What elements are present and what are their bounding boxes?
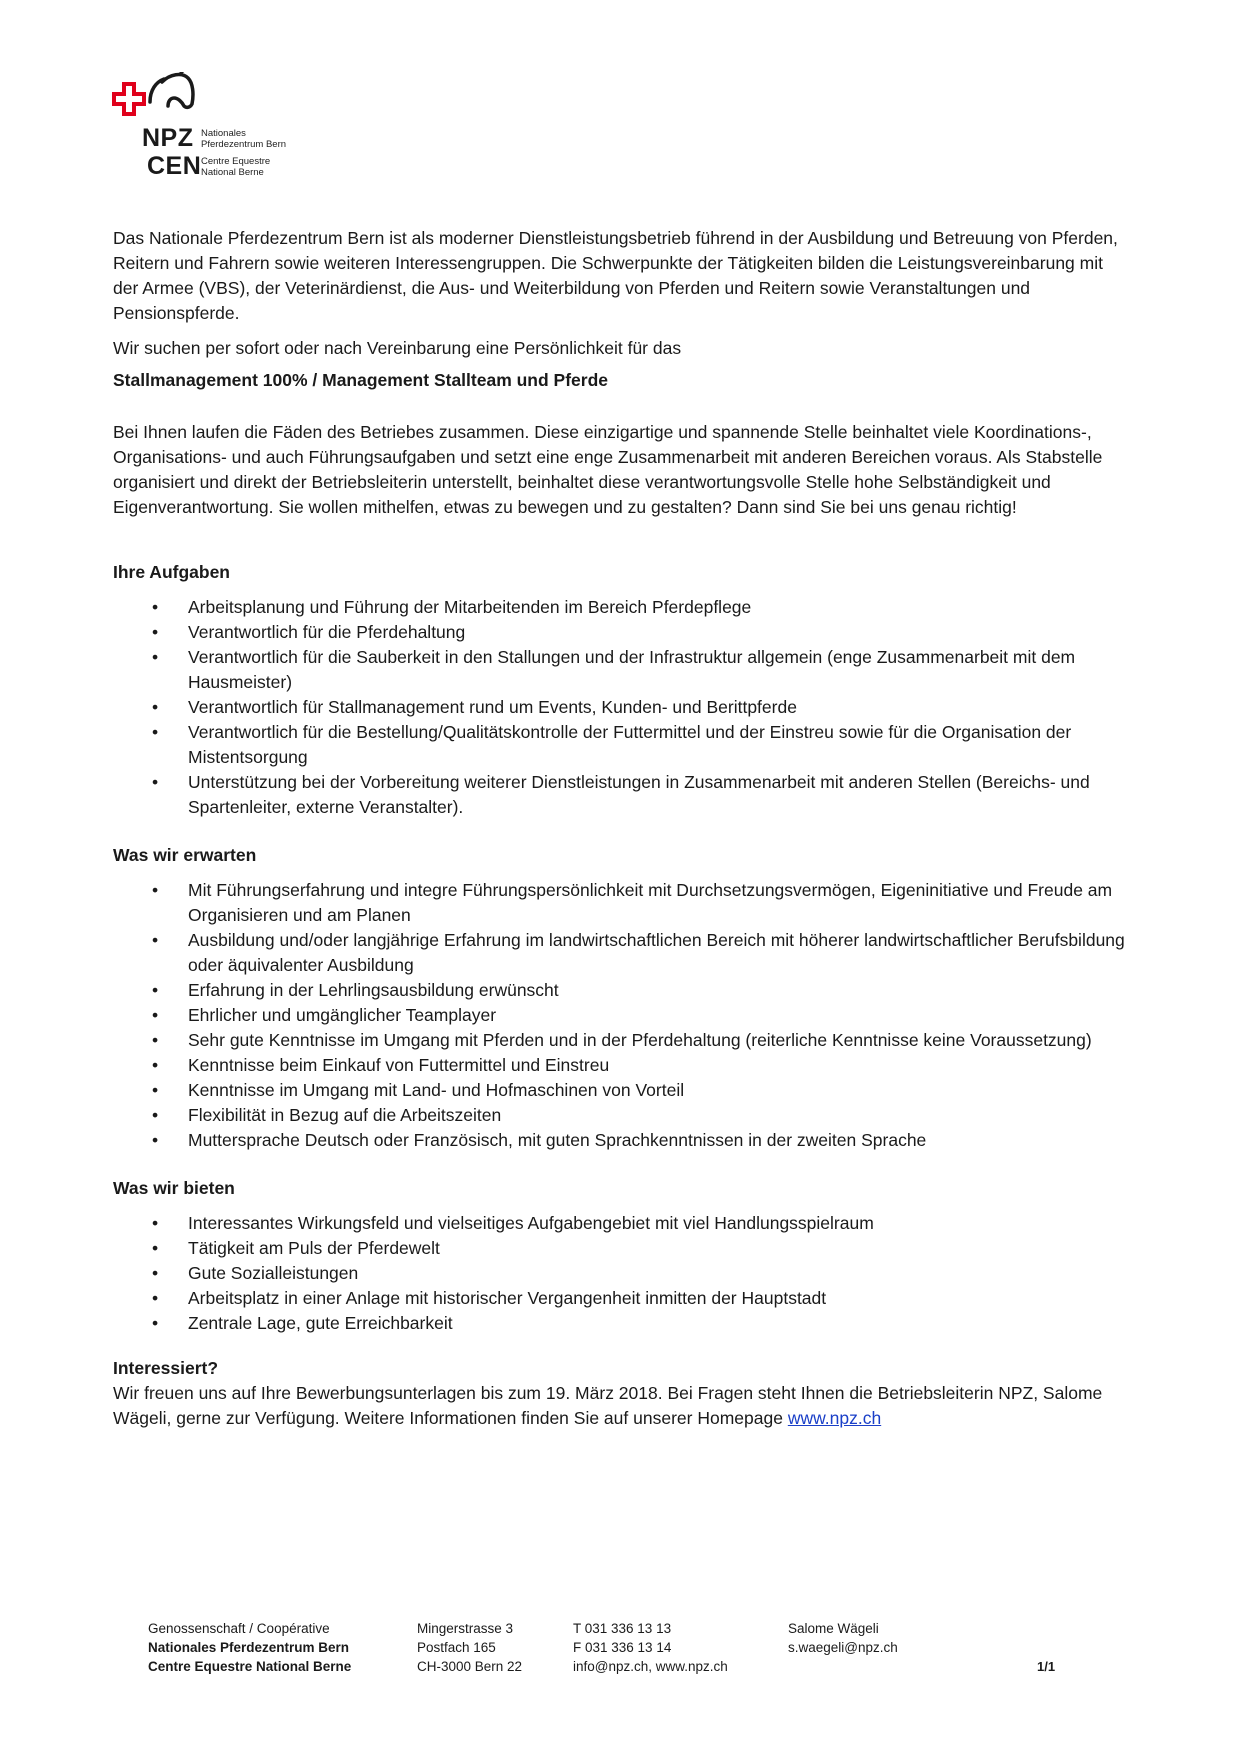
swiss-cross-horse-icon <box>110 72 210 132</box>
bullet-icon: • <box>152 880 159 900</box>
bullet-icon: • <box>152 1005 159 1025</box>
lead-sentence: Wir suchen per sofort oder nach Vereinbarung eine Persönlichkeit für das <box>113 338 682 358</box>
list-item <box>113 595 1133 620</box>
list-item-text: Gute Sozialleistungen <box>188 1263 359 1283</box>
page-number: 1/1 <box>1037 1659 1056 1674</box>
npz-logo <box>110 72 320 184</box>
list-item <box>113 928 1133 978</box>
list-bieten <box>113 1211 1133 1336</box>
footer-org-name-fr: Centre Equestre National Berne <box>148 1659 352 1674</box>
footer-person-name: Salome Wägeli <box>788 1621 879 1636</box>
list-item <box>113 1078 1133 1103</box>
list-item <box>113 770 1133 820</box>
section-heading-aufgaben: Ihre Aufgaben <box>113 562 230 582</box>
bullet-icon: • <box>152 980 159 1000</box>
footer-email-web: info@npz.ch, www.npz.ch <box>573 1659 728 1674</box>
bullet-icon: • <box>152 1263 159 1283</box>
job-title: Stallmanagement 100% / Management Stallteam und Pferde <box>113 370 609 390</box>
footer-person-column <box>788 1619 898 1657</box>
homepage-link[interactable]: www.npz.ch <box>787 1408 882 1428</box>
bullet-icon: • <box>152 1105 159 1125</box>
bullet-icon: • <box>152 1055 159 1075</box>
list-item-text: Unterstützung bei der Vorbereitung weiterer Dienstleistungen in Zusammenarbeit mit anderen Stellen (Bereichs- und Spartenleiter, externe Veranstalter). <box>188 772 1090 817</box>
footer-pobox: Postfach 165 <box>417 1640 496 1655</box>
closing-text: Wir freuen uns auf Ihre Bewerbungsunterlagen bis zum 19. März 2018. Bei Fragen steht Ihnen die Betriebsleiterin NPZ, Salome Wägeli, gerne zur Verfügung. Weitere Informationen finden Sie auf unserer Homepage <box>113 1383 1103 1428</box>
list-item-text: Muttersprache Deutsch oder Französisch, mit guten Sprachkenntnissen in der zweiten Sprache <box>188 1130 927 1150</box>
bullet-icon: • <box>152 1080 159 1100</box>
list-item-text: Verantwortlich für die Bestellung/Qualitätskontrolle der Futtermittel und der Einstreu sowie für die Organisation der Mistentsorgung <box>188 722 1072 767</box>
list-item-text: Ehrlicher und umgänglicher Teamplayer <box>188 1005 497 1025</box>
logo-cen-text: CEN <box>147 152 202 180</box>
logo-line-4: National Berne <box>201 167 264 178</box>
logo-npz-text: NPZ <box>142 124 194 152</box>
list-item-text: Sehr gute Kenntnisse im Umgang mit Pferden und in der Pferdehaltung (reiterliche Kenntnisse keine Voraussetzung) <box>188 1030 1092 1050</box>
list-item-text: Kenntnisse im Umgang mit Land- und Hofmaschinen von Vorteil <box>188 1080 685 1100</box>
section-heading-erwarten: Was wir erwarten <box>113 845 257 865</box>
footer-contact-column <box>573 1619 728 1676</box>
list-item-text: Tätigkeit am Puls der Pferdewelt <box>188 1238 440 1258</box>
list-item <box>113 1103 1133 1128</box>
bullet-icon: • <box>152 1030 159 1050</box>
list-item-text: Verantwortlich für die Sauberkeit in den Stallungen und der Infrastruktur allgemein (enge Zusammenarbeit mit dem Hausmeister) <box>188 647 1076 692</box>
list-item-text: Interessantes Wirkungsfeld und vielseitiges Aufgabengebiet mit viel Handlungsspielraum <box>188 1213 874 1233</box>
footer-address-column <box>417 1619 522 1676</box>
bullet-icon: • <box>152 1288 159 1308</box>
list-item-text: Kenntnisse beim Einkauf von Futtermittel und Einstreu <box>188 1055 610 1075</box>
footer-org-type: Genossenschaft / Coopérative <box>148 1621 330 1636</box>
footer-street: Mingerstrasse 3 <box>417 1621 514 1636</box>
closing-paragraph <box>113 1381 1133 1431</box>
intro-paragraph: Das Nationale Pferdezentrum Bern ist als moderner Dienstleistungsbetrieb führend in der Ausbildung und Betreuung von Pferden, Reitern und Fahrern sowie weiteren Interessengruppen. Die Schwerpunkte der Tätigkeiten bilden die Leistungsvereinbarung mit der Armee (VBS), der Veterinärdienst, die Aus- und Weiterbildung von Pferden und Reitern sowie Veranstaltungen und Pensionspferde. <box>113 228 1118 323</box>
list-aufgaben <box>113 595 1133 820</box>
logo-line-2: Pferdezentrum Bern <box>201 139 287 150</box>
list-item <box>113 1261 1133 1286</box>
list-item <box>113 695 1133 720</box>
list-item-text: Ausbildung und/oder langjährige Erfahrung im landwirtschaftlichen Bereich mit höherer landwirtschaftlicher Berufsbildung oder äquivalenter Ausbildung <box>188 930 1125 975</box>
footer-org-column <box>148 1619 351 1676</box>
list-erwarten <box>113 878 1133 1153</box>
list-item-text: Verantwortlich für Stallmanagement rund um Events, Kunden- und Berittpferde <box>188 697 797 717</box>
list-item <box>113 1028 1133 1053</box>
list-item-text: Flexibilität in Bezug auf die Arbeitszeiten <box>188 1105 502 1125</box>
footer-person-email: s.waegeli@npz.ch <box>788 1640 898 1655</box>
list-item <box>113 645 1133 695</box>
bullet-icon: • <box>152 722 159 742</box>
list-item <box>113 1053 1133 1078</box>
bullet-icon: • <box>152 1313 159 1333</box>
footer-phone: T 031 336 13 13 <box>573 1621 672 1636</box>
logo-line-3: Centre Equestre <box>201 156 271 167</box>
list-item <box>113 1128 1133 1153</box>
list-item <box>113 878 1133 928</box>
bullet-icon: • <box>152 1130 159 1150</box>
list-item-text: Arbeitsplanung und Führung der Mitarbeitenden im Bereich Pferdepflege <box>188 597 752 617</box>
list-item-text: Erfahrung in der Lehrlingsausbildung erwünscht <box>188 980 559 1000</box>
bullet-icon: • <box>152 622 159 642</box>
job-description: Bei Ihnen laufen die Fäden des Betriebes zusammen. Diese einzigartige und spannende Stelle beinhaltet viele Koordinations-, Organisations- und auch Führungsaufgaben und setzt eine enge Zusammenarbeit mit anderen Bereichen voraus. Als Stabstelle organisiert und direkt der Betriebsleiterin unterstellt, beinhaltet diese verantwortungsvolle Stelle hohe Selbständigkeit und Eigenverantwortung. Sie wollen mithelfen, etwas zu bewegen und zu gestalten? Dann sind Sie bei uns genau richtig! <box>113 422 1103 517</box>
footer-org-name-de: Nationales Pferdezentrum Bern <box>148 1640 350 1655</box>
list-item-text: Zentrale Lage, gute Erreichbarkeit <box>188 1313 453 1333</box>
bullet-icon: • <box>152 697 159 717</box>
bullet-icon: • <box>152 1213 159 1233</box>
list-item <box>113 1286 1133 1311</box>
list-item <box>113 620 1133 645</box>
section-heading-bieten: Was wir bieten <box>113 1178 235 1198</box>
footer-city: CH-3000 Bern 22 <box>417 1659 523 1674</box>
bullet-icon: • <box>152 597 159 617</box>
list-item <box>113 720 1133 770</box>
list-item-text: Arbeitsplatz in einer Anlage mit historischer Vergangenheit inmitten der Hauptstadt <box>188 1288 827 1308</box>
bullet-icon: • <box>152 772 159 792</box>
list-item-text: Verantwortlich für die Pferdehaltung <box>188 622 466 642</box>
logo-line-1: Nationales <box>201 128 246 139</box>
closing-heading: Interessiert? <box>113 1358 219 1378</box>
bullet-icon: • <box>152 930 159 950</box>
list-item <box>113 1211 1133 1236</box>
list-item <box>113 1236 1133 1261</box>
list-item <box>113 978 1133 1003</box>
list-item <box>113 1003 1133 1028</box>
letter-body <box>113 226 1133 1431</box>
footer-fax: F 031 336 13 14 <box>573 1640 672 1655</box>
bullet-icon: • <box>152 647 159 667</box>
list-item <box>113 1311 1133 1336</box>
list-item-text: Mit Führungserfahrung und integre Führungspersönlichkeit mit Durchsetzungsvermögen, Eigeninitiative und Freude am Organisieren und am Planen <box>188 880 1113 925</box>
bullet-icon: • <box>152 1238 159 1258</box>
